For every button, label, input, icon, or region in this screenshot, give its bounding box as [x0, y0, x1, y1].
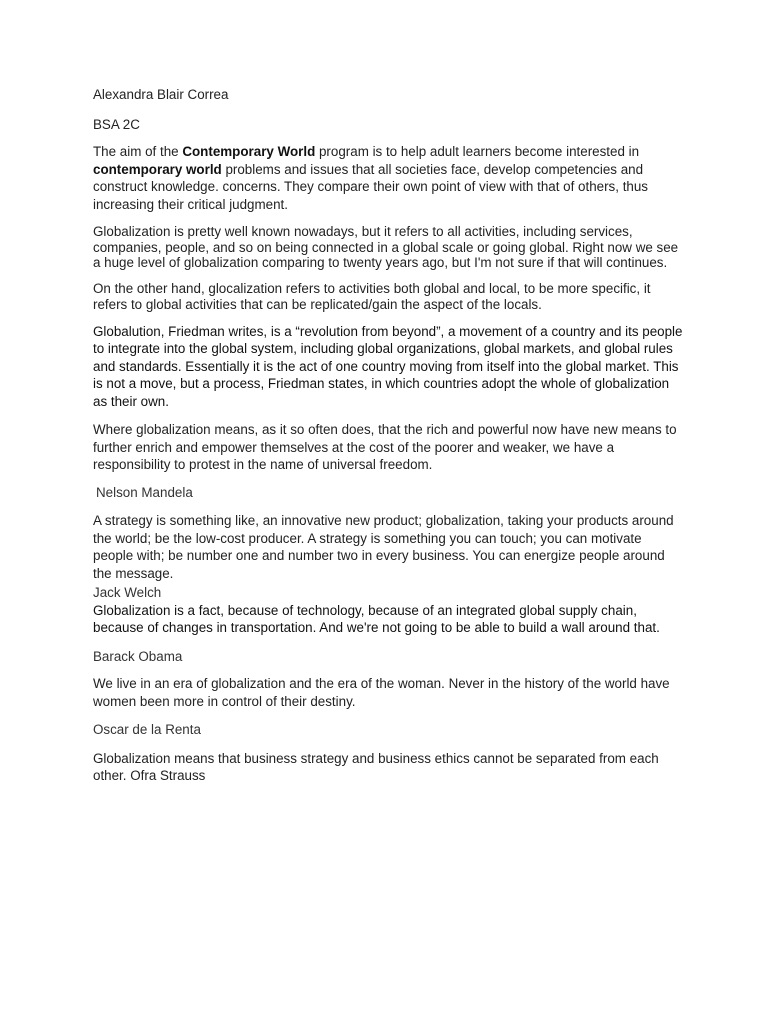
quote-author: Nelson Mandela — [96, 484, 193, 500]
quote-author: Barack Obama — [93, 648, 183, 664]
aim-text-1: The aim of the — [93, 144, 183, 159]
quote-author: Oscar de la Renta — [93, 722, 201, 738]
quote-text: Globalization is a fact, because of technology, because of an integrated global supply chain, because of changes in transportation. And we're not going to be able to build a wall around that. — [93, 602, 660, 636]
aim-bold-1: Contemporary World — [182, 144, 316, 159]
quote-text: A strategy is something like, an innovative new product; globalization, taking your products around the world; be the low-cost producer. A strategy is something you can touch; you can motivate people with; be number one and number two in every business. You can energize people around the message. — [93, 513, 674, 581]
aim-text-3: problems and issues that all societies face, develop competencies and construct knowledge. concerns. They compare their own point of view with that of others, thus increasing their critical judgment. — [93, 161, 649, 212]
aim-bold-2: contemporary world — [93, 161, 222, 177]
paragraph-aim — [93, 143, 683, 213]
paragraph-globalution: Globalution, Friedman writes, is a “revolution from beyond”, a movement of a country and its people to integrate into the global system, including global organizations, global markets, and global rules and standards. Essentially it is the act of one country moving from itself into the global market. This is not a move, but a process, Friedman states, in which countries adopt the whole of globalization as their own. — [93, 323, 683, 409]
quote-text: Globalization means that business strategy and business ethics cannot be separated from each other. Ofra Strauss — [93, 750, 659, 784]
quote-author: Jack Welch — [93, 585, 162, 601]
author-name: Alexandra Blair Correa — [93, 87, 229, 102]
course-section: BSA 2C — [93, 116, 140, 132]
paragraph-glocalization: On the other hand, glocalization refers to activities both global and local, to be more specific, it refers to global activities that can be replicated/gain the aspect of the locals. — [93, 281, 651, 312]
aim-text-2: program is to help adult learners become interested in — [315, 144, 640, 159]
paragraph-globalization: Globalization is pretty well known nowadays, but it refers to all activities, including services, companies, people, and so on being connected in a global scale or going global. Right now we see a huge level of globalization comparing to twenty years ago, but I'm not sure if that will continues. — [93, 224, 679, 271]
quote-text: We live in an era of globalization and the era of the woman. Never in the history of the world have women been more in control of their destiny. — [93, 676, 670, 709]
document-page — [93, 86, 683, 785]
quote-text: Where globalization means, as it so often does, that the rich and powerful now have new means to further enrich and empower themselves at the cost of the poorer and weaker, we have a responsibility to protest in the name of universal freedom. — [93, 422, 677, 473]
